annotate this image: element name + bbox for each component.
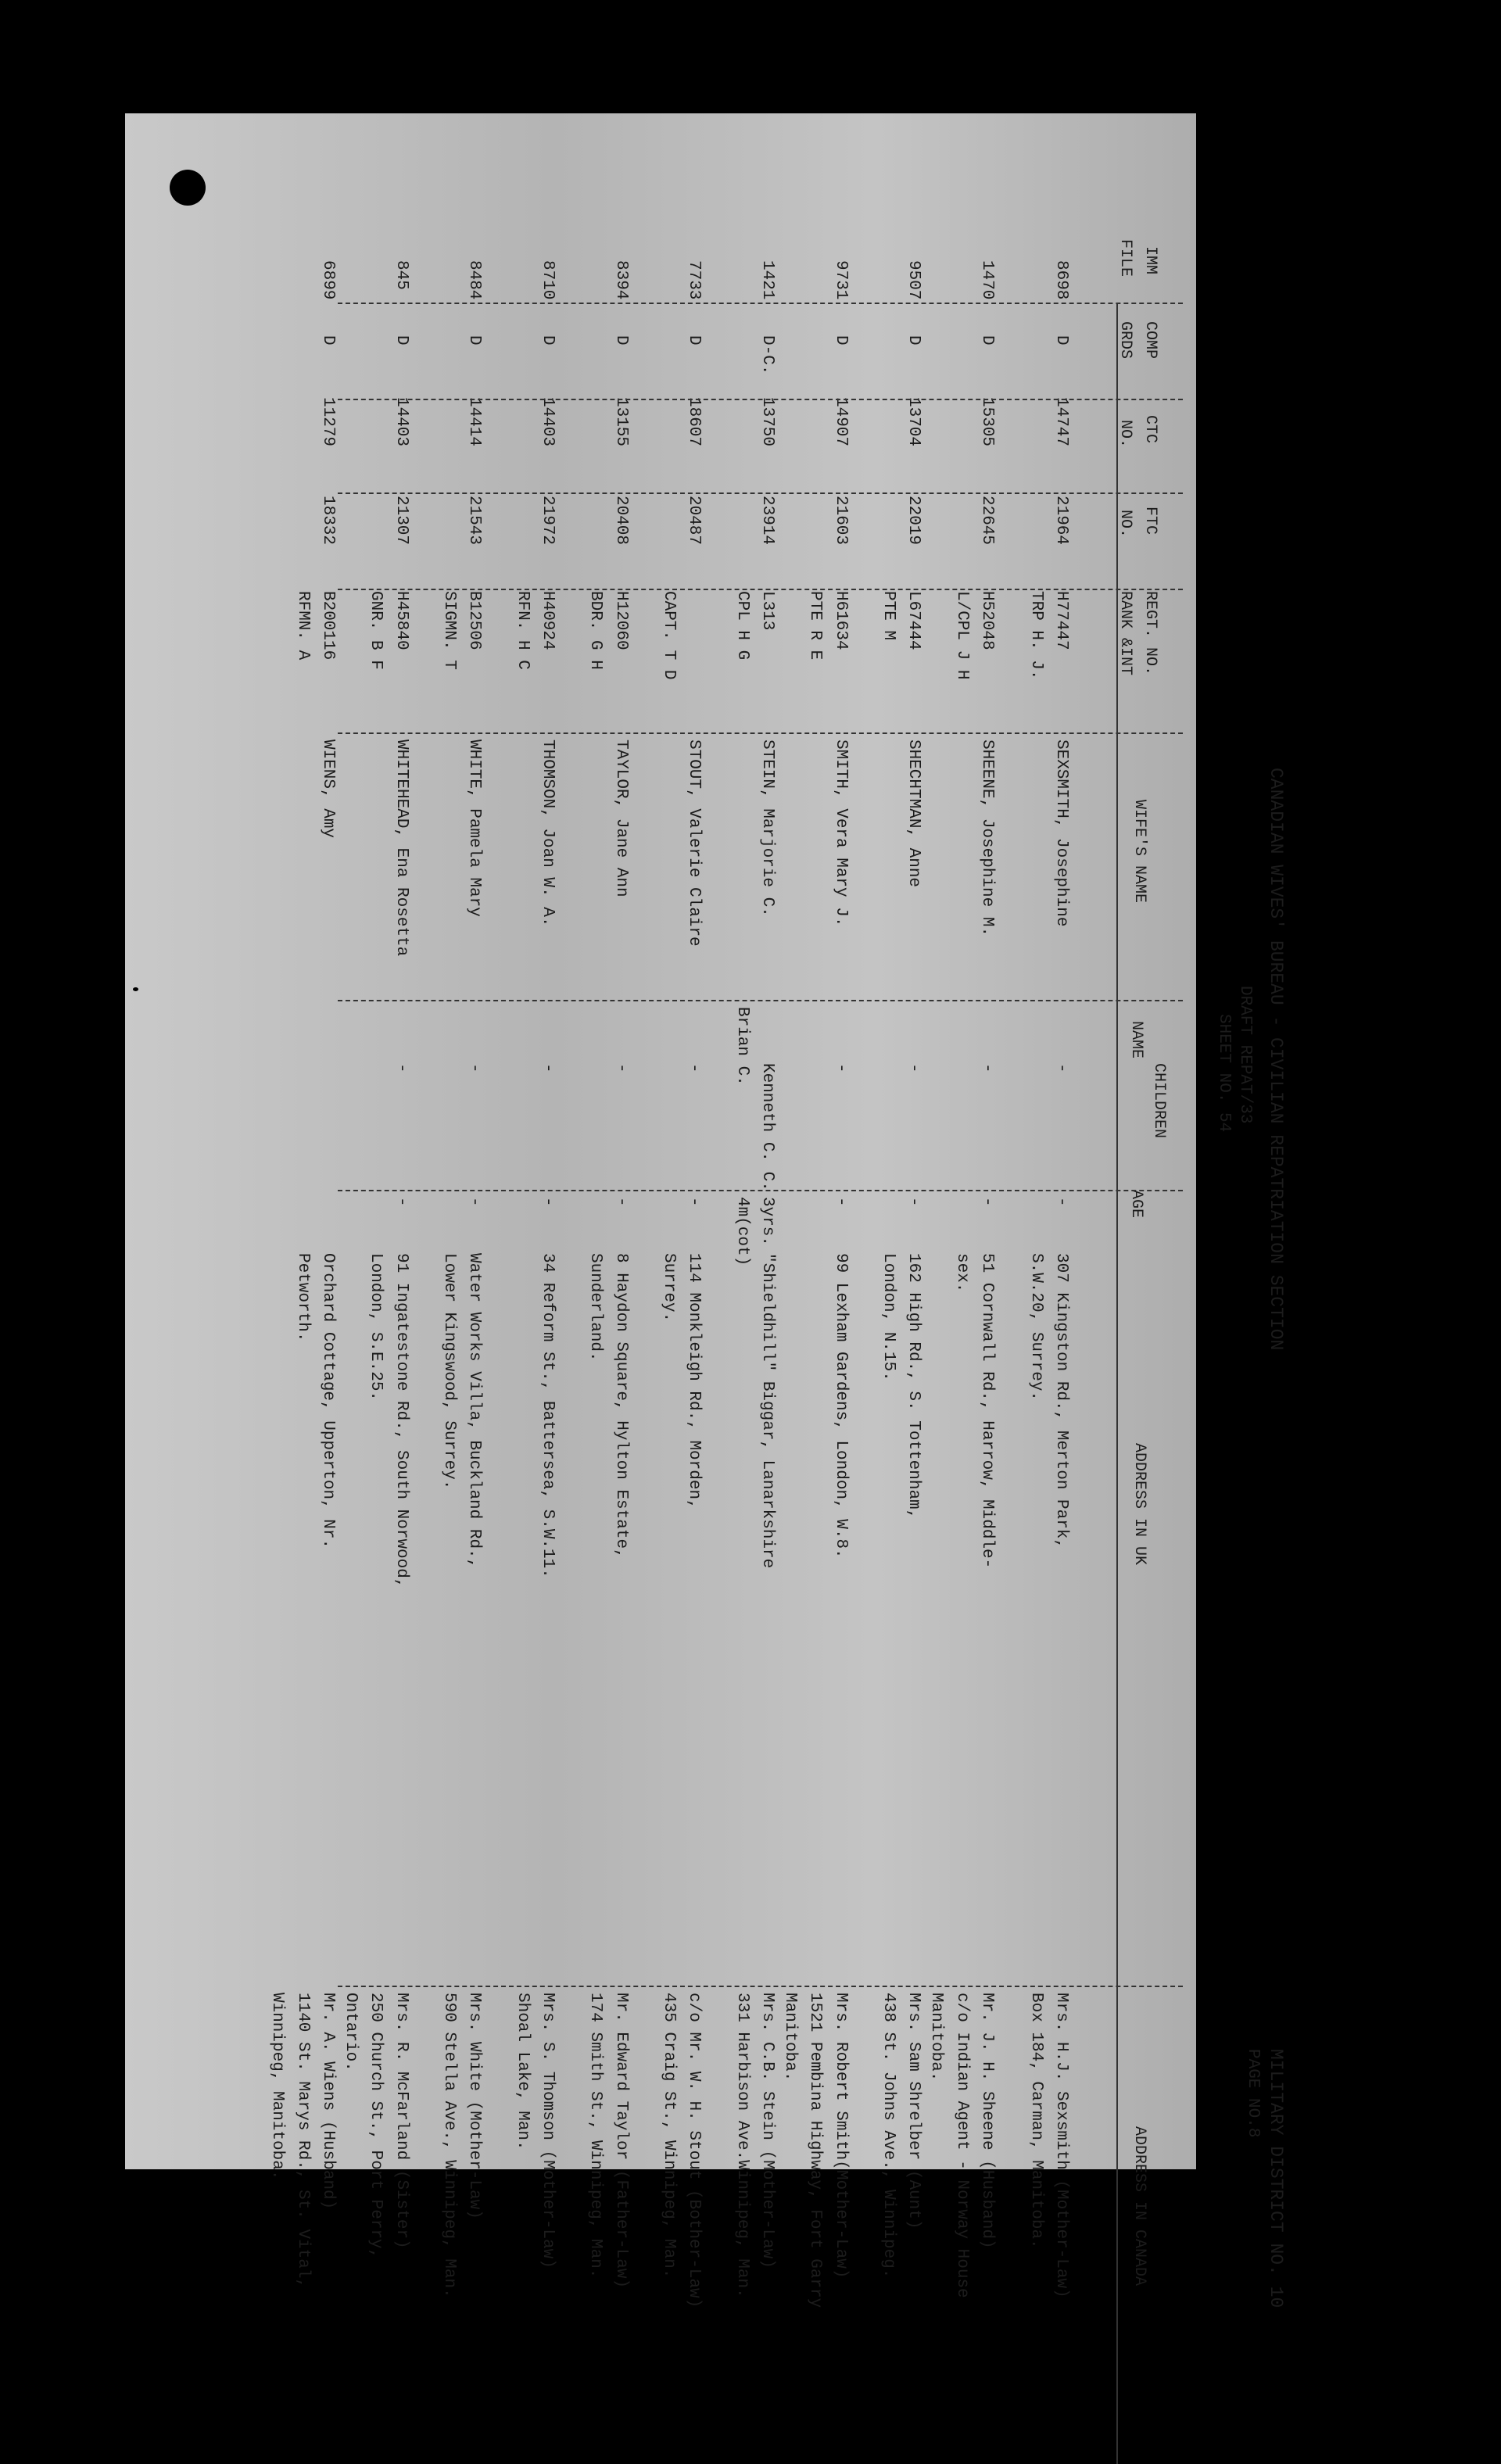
- cell-child-age: -: [831, 1196, 850, 1207]
- cell-imm-file: 9731: [831, 260, 850, 300]
- cell-ftc-no: 21307: [392, 495, 410, 545]
- cell-comp-grds: D: [831, 335, 850, 346]
- cell-address-canada: Mr. J. H. Sheene (Husband): [978, 1992, 996, 2249]
- cell-child-name: -: [1052, 1062, 1071, 1073]
- form-title: CANADIAN WIVES' BUREAU - CIVILIAN REPATRIATION SECTION: [1266, 767, 1287, 1350]
- cell-child-age: 3yrs.: [758, 1196, 777, 1246]
- cell-regt-no: H77447: [1052, 591, 1071, 651]
- cell-child-name: -: [905, 1062, 923, 1073]
- col-ctc-no: CTC: [1141, 415, 1159, 444]
- column-rule: [338, 303, 1183, 304]
- cell-address-canada: Mrs. Sam Shrelber (Aunt): [905, 1992, 923, 2229]
- cell-comp-grds: D: [978, 335, 996, 346]
- column-rule: [338, 492, 1183, 494]
- cell-rank: L/CPL J H: [952, 591, 971, 680]
- cell-address-uk: 114 Monkleigh Rd., Morden,: [685, 1253, 704, 1510]
- cell-address-canada: Mrs. R. McFarland (Sister): [392, 1992, 410, 2249]
- cell-imm-file: 9507: [905, 260, 923, 300]
- cell-address-canada: Mrs. White (Mother-Law): [465, 1992, 484, 2219]
- cell-regt-no: L313: [758, 591, 777, 631]
- cell-child-name: Brian C.: [733, 1006, 751, 1086]
- cell-address-uk: Surrey.: [659, 1253, 678, 1323]
- cell-comp-grds: D: [539, 335, 557, 346]
- col-comp-grds: COMP: [1141, 321, 1159, 359]
- cell-ftc-no: 22645: [978, 495, 996, 545]
- cell-wife-name: WIENS, Amy: [319, 739, 338, 838]
- table-view: [125, 113, 1287, 2420]
- cell-address-canada: Mrs. S. Thomson (Mother-Law): [539, 1992, 557, 2269]
- cell-child-name: -: [611, 1062, 630, 1073]
- cell-address-uk: Petworth.: [293, 1253, 312, 1342]
- cell-address-canada: Mrs. Robert Smith(Mother-Law): [831, 1992, 850, 2279]
- cell-imm-file: 7733: [685, 260, 704, 300]
- page-number: PAGE NO.8: [1244, 2048, 1263, 2138]
- cell-address-canada: 1521 Pembina Highway, Fort Garry: [806, 1992, 825, 2308]
- cell-address-canada: Shoal Lake, Man.: [513, 1992, 532, 2151]
- cell-imm-file: 845: [392, 260, 410, 291]
- column-rule: [338, 1190, 1183, 1191]
- cell-address-canada: c/o Indian Agent - Norway House: [952, 1992, 971, 2298]
- cell-comp-grds: D: [392, 335, 410, 346]
- cell-child-age: -: [685, 1196, 704, 1207]
- cell-comp-grds: D: [905, 335, 923, 346]
- cell-ftc-no: 23914: [758, 495, 777, 545]
- cell-address-uk: 99 Lexham Gardens, London, W.8.: [831, 1253, 850, 1559]
- col-regt: RANK &INT: [1116, 591, 1134, 676]
- cell-rank: RFN. H C: [513, 591, 532, 671]
- cell-child-age: -: [905, 1196, 923, 1207]
- cell-regt-no: H61634: [831, 591, 850, 651]
- cell-child-name: -: [685, 1062, 704, 1073]
- column-rule: [338, 1000, 1183, 1001]
- col-address-canada: ADDRESS IN CANADA: [1130, 2126, 1148, 2286]
- cell-address-uk: London, N.15.: [879, 1253, 897, 1381]
- cell-child-name: -: [539, 1062, 557, 1073]
- cell-child-age: -: [539, 1196, 557, 1207]
- cell-address-uk: London, S.E.25.: [367, 1253, 385, 1402]
- cell-ftc-no: 21972: [539, 495, 557, 545]
- military-district: MILITARY DISTRICT NO. 10: [1266, 2048, 1287, 2308]
- cell-ctc-no: 13704: [905, 396, 923, 446]
- cell-ftc-no: 20408: [611, 495, 630, 545]
- cell-ctc-no: 14403: [392, 396, 410, 446]
- cell-rank: CAPT. T D: [659, 591, 678, 680]
- cell-regt-no: B12506: [465, 591, 484, 651]
- cell-address-canada: Box 184, Carman, Manitoba.: [1027, 1992, 1046, 2249]
- cell-rank: SIGMN. T: [439, 591, 458, 671]
- cell-wife-name: SHECHTMAN, Anne: [905, 739, 923, 887]
- cell-wife-name: STOUT, Valerie Claire: [685, 739, 704, 947]
- cell-address-uk: "Shieldhill" Biggar, Lanarkshire: [758, 1253, 777, 1569]
- handwritten-page-number: 21: [174, 2283, 303, 2420]
- cell-address-uk: 34 Reform St., Battersea, S.W.11.: [539, 1253, 557, 1578]
- cell-regt-no: B200116: [319, 591, 338, 661]
- cell-ftc-no: 21964: [1052, 495, 1071, 545]
- cell-child-name: -: [978, 1062, 996, 1073]
- column-rule: [338, 589, 1183, 590]
- cell-rank: GNR. B F: [367, 591, 385, 671]
- cell-ftc-no: 21603: [831, 495, 850, 545]
- cell-imm-file: 6899: [319, 260, 338, 300]
- cell-child-age: -: [465, 1196, 484, 1207]
- cell-child-age: 4m(cot): [733, 1196, 751, 1266]
- cell-regt-no: H40924: [539, 591, 557, 651]
- col-comp-grds: GRDS: [1116, 321, 1134, 359]
- cell-regt-no: H52048: [978, 591, 996, 651]
- cell-ctc-no: 13155: [611, 396, 630, 446]
- cell-child-name: -: [831, 1062, 850, 1073]
- cell-child-age: -: [392, 1196, 410, 1207]
- cell-address-canada: 250 Church St., Port Perry,: [367, 1992, 385, 2258]
- cell-address-canada: Mrs. H.J. Sexsmith (Mother-Law): [1052, 1992, 1071, 2298]
- cell-child-age: -: [611, 1196, 630, 1207]
- film-speck: [74, 994, 84, 1000]
- column-rule: [338, 1986, 1183, 1987]
- cell-ftc-no: 18332: [319, 495, 338, 545]
- cell-child-name: Kenneth C. C.: [758, 1062, 777, 1191]
- cell-imm-file: 8484: [465, 260, 484, 300]
- cell-address-canada: 1140 St. Marys Rd., St. Vital,: [293, 1992, 312, 2288]
- cell-address-uk: 8 Haydon Square, Hylton Estate,: [611, 1253, 630, 1559]
- cell-address-canada: Mr. Edward Taylor (Father-Law): [611, 1992, 630, 2288]
- cell-address-uk: 162 High Rd., S. Tottenham,: [905, 1253, 923, 1520]
- col-ftc-no: NO.: [1116, 510, 1134, 539]
- cell-imm-file: 8698: [1052, 260, 1071, 300]
- cell-rank: TRP H. J.: [1027, 591, 1046, 680]
- cell-imm-file: 8394: [611, 260, 630, 300]
- cell-address-uk: Orchard Cottage, Upperton, Nr.: [319, 1253, 338, 1549]
- cell-address-canada: 174 Smith St., Winnipeg, Man.: [586, 1992, 605, 2279]
- cell-address-uk: Sunderland.: [586, 1253, 605, 1362]
- cell-ftc-no: 21543: [465, 495, 484, 545]
- cell-ftc-no: 22019: [905, 495, 923, 545]
- cell-rank: CPL H G: [733, 591, 751, 661]
- cell-wife-name: STEIN, Marjorie C.: [758, 739, 777, 917]
- cell-imm-file: 8710: [539, 260, 557, 300]
- cell-address-canada: Ontario.: [341, 1992, 360, 2072]
- cell-address-uk: Water Works Villa, Buckland Rd.,: [465, 1253, 484, 1569]
- col-ftc-no: FTC: [1141, 507, 1159, 535]
- cell-regt-no: H45840: [392, 591, 410, 651]
- cell-address-canada: Mrs. C.B. Stein (Mother-Law): [758, 1992, 777, 2269]
- cell-address-canada: 331 Harbison Ave.Winnipeg, Man.: [733, 1992, 751, 2298]
- col-child-age: AGE: [1127, 1189, 1145, 1218]
- sheet-number: SHEET NO. 54: [1214, 1013, 1233, 1133]
- cell-address-uk: S.W.20, Surrey.: [1027, 1253, 1046, 1402]
- cell-child-name: -: [465, 1062, 484, 1073]
- col-children: CHILDREN: [1149, 1062, 1168, 1138]
- cell-ctc-no: 14747: [1052, 396, 1071, 446]
- cell-address-uk: sex.: [952, 1253, 971, 1293]
- header-rule: [1116, 303, 1118, 2464]
- col-address-uk: ADDRESS IN UK: [1130, 1443, 1148, 1566]
- cell-address-uk: 307 Kingston Rd., Merton Park,: [1052, 1253, 1071, 1549]
- cell-ctc-no: 15305: [978, 396, 996, 446]
- cell-address-canada: Mr. A. Wiens (Husband): [319, 1992, 338, 2209]
- col-child-name: NAME: [1127, 1020, 1145, 1058]
- cell-rank: BDR. G H: [586, 591, 605, 671]
- cell-ctc-no: 14414: [465, 396, 484, 446]
- cell-ctc-no: 14403: [539, 396, 557, 446]
- cell-address-canada: c/o Mr. W. H. Stout (Bother-Law): [685, 1992, 704, 2308]
- cell-regt-no: L67444: [905, 591, 923, 651]
- cell-address-canada: Manitoba.: [780, 1992, 799, 2081]
- column-rule: [338, 732, 1183, 734]
- col-imm-file: IMM: [1141, 246, 1159, 275]
- cell-child-age: -: [1052, 1196, 1071, 1207]
- form-subtitle: DRAFT REPAT/33: [1235, 985, 1254, 1124]
- cell-comp-grds: D: [611, 335, 630, 346]
- cell-ctc-no: 14907: [831, 396, 850, 446]
- col-ctc-no: NO.: [1116, 419, 1134, 448]
- cell-address-canada: 590 Stella Ave., Winnipeg, Man.: [439, 1992, 458, 2298]
- cell-address-canada: Manitoba.: [927, 1992, 946, 2081]
- cell-rank: RFMN. A: [293, 591, 312, 661]
- cell-ctc-no: 13750: [758, 396, 777, 446]
- cell-wife-name: SHEENE, Josephine M.: [978, 739, 996, 937]
- cell-imm-file: 1470: [978, 260, 996, 300]
- cell-wife-name: SMITH, Vera Mary J.: [831, 739, 850, 927]
- cell-address-uk: 51 Cornwall Rd., Harrow, Middle-: [978, 1253, 996, 1569]
- cell-wife-name: WHITEHEAD, Ena Rosetta: [392, 739, 410, 956]
- cell-rank: PTE R E: [806, 591, 825, 661]
- cell-address-canada: 435 Craig St., Winnipeg, Man.: [659, 1992, 678, 2279]
- cell-imm-file: 1421: [758, 260, 777, 300]
- col-wife-name: WIFE'S NAME: [1130, 800, 1148, 904]
- cell-comp-grds: D: [1052, 335, 1071, 346]
- cell-child-name: -: [392, 1062, 410, 1073]
- cell-ftc-no: 20487: [685, 495, 704, 545]
- cell-address-canada: 438 St. Johns Ave., Winnipeg.: [879, 1992, 897, 2279]
- cell-wife-name: TAYLOR, Jane Ann: [611, 739, 630, 897]
- cell-regt-no: H12060: [611, 591, 630, 651]
- cell-address-uk: Lower Kingswood, Surrey.: [439, 1253, 458, 1490]
- handwritten-correction: Shoal, Man.: [477, 2215, 517, 2360]
- cell-comp-grds: D: [319, 335, 338, 346]
- column-rule: [338, 399, 1183, 400]
- cell-child-age: -: [978, 1196, 996, 1207]
- cell-ctc-no: 18607: [685, 396, 704, 446]
- cell-rank: PTE M: [879, 591, 897, 641]
- cell-ctc-no: 11279: [319, 396, 338, 446]
- col-imm-file: FILE: [1116, 239, 1134, 278]
- cell-comp-grds: D-C.: [758, 335, 777, 375]
- cell-wife-name: WHITE, Pamela Mary: [465, 739, 484, 917]
- cell-address-uk: 91 Ingatestone Rd., South Norwood,: [392, 1253, 410, 1588]
- cell-wife-name: SEXSMITH, Josephine: [1052, 739, 1071, 927]
- cell-address-canada: Winnipeg, Manitoba.: [268, 1992, 287, 2180]
- cell-comp-grds: D: [685, 335, 704, 346]
- col-regt: REGT. NO.: [1141, 591, 1159, 676]
- cell-wife-name: THOMSON, Joan W. A.: [539, 739, 557, 927]
- cell-comp-grds: D: [465, 335, 484, 346]
